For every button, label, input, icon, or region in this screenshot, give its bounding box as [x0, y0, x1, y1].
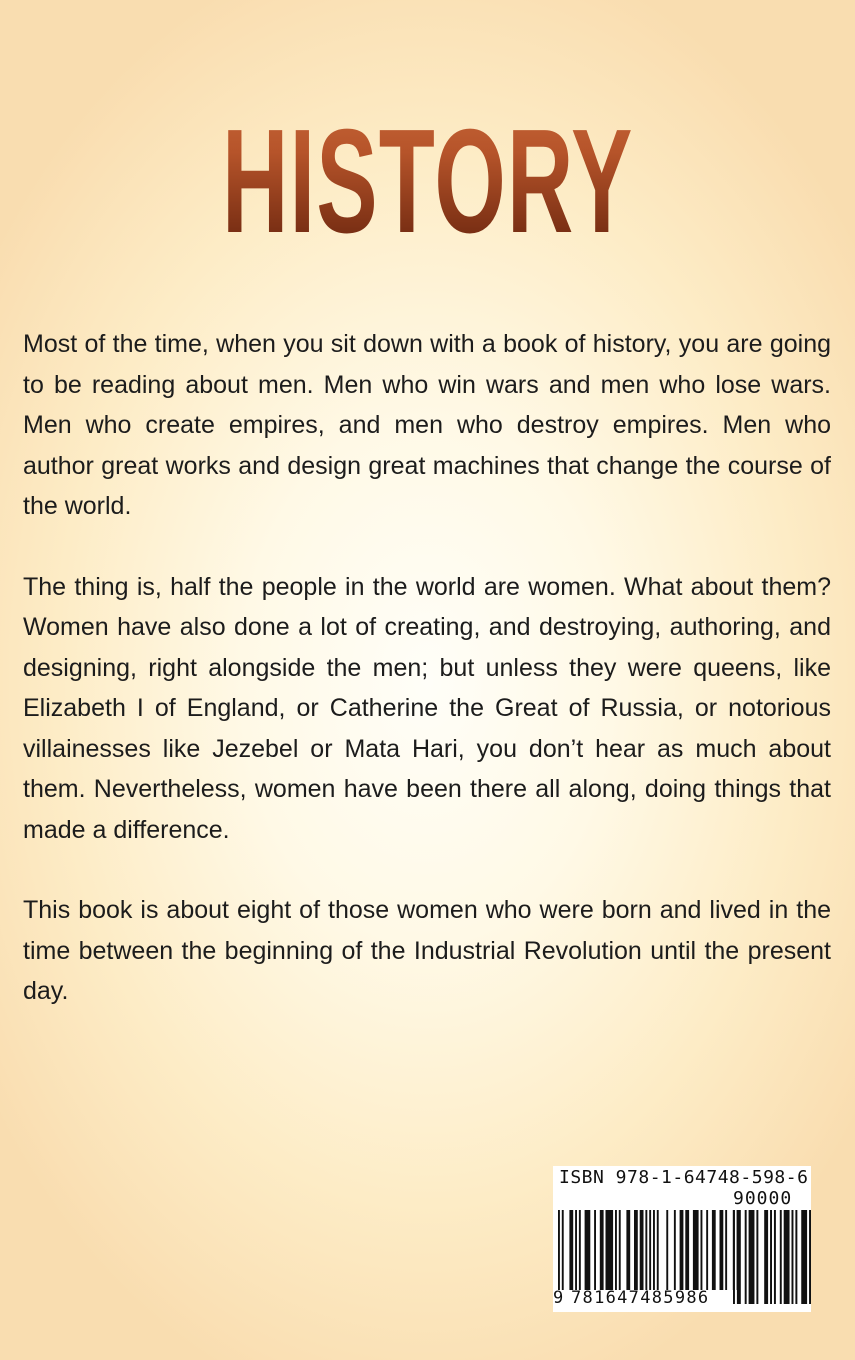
title-container [0, 82, 855, 282]
addon-number: 90000 [733, 1188, 793, 1209]
isbn-barcode-box [553, 1166, 811, 1312]
blurb-paragraph-3: This book is about eight of those women who were born and lived in the time between the beginning of the Industrial Revolution until the present day. [23, 896, 831, 1005]
blurb-paragraph-1: Most of the time, when you sit down with a book of history, you are going to be reading about men. Men who win wars and men who lose wars. Men who create empires, and men who destroy empires. Men who author great works and design great machines that change the course of the world. [23, 330, 831, 520]
book-title: HISTORY [222, 82, 633, 282]
ean-first-digit: 9 [553, 1288, 564, 1308]
blurb [23, 324, 831, 1052]
blurb-paragraph-2: The thing is, half the people in the world are women. What about them? Women have also done a lot of creating, and destroying, authoring, and designing, right alongside the men; but unless they were queens, like Elizabeth I of England, or Catherine the Great of Russia, or notorious villainesses like Jezebel or Mata Hari, you don’t hear as much about them. Nevertheless, women have been there all along, doing things that made a difference. [23, 572, 831, 844]
isbn-label: ISBN 978-1-64748-598-6 [559, 1167, 809, 1188]
ean-digits: 781647485986 [571, 1288, 710, 1308]
